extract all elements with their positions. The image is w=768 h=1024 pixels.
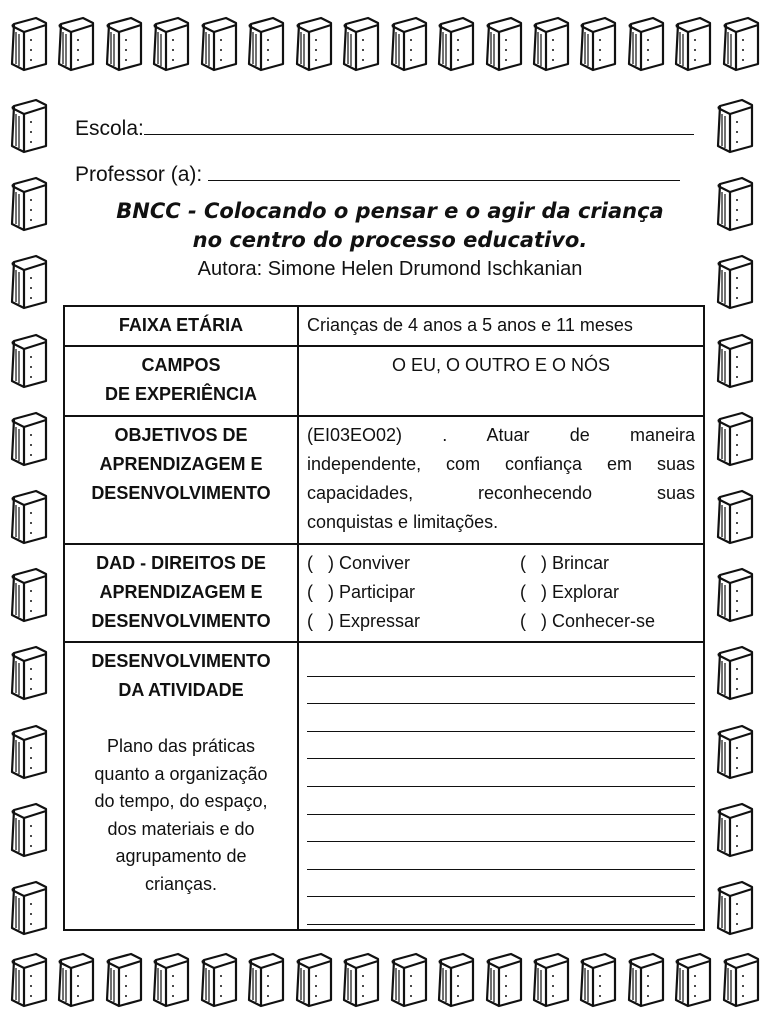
book-icon [338, 950, 382, 1008]
table-row [64, 306, 704, 346]
right-book-border [712, 96, 768, 936]
book-icon [712, 565, 756, 623]
blank-write-line[interactable] [307, 842, 695, 870]
fields-label-line: DE EXPERIÊNCIA [104, 384, 258, 404]
objectives-text-line: independente, com confiança em suas [307, 454, 695, 474]
objectives-label-line: DESENVOLVIMENTO [91, 483, 271, 503]
activity-label-line: DA ATIVIDADE [118, 680, 244, 700]
book-icon [6, 14, 50, 72]
book-icon [6, 331, 50, 389]
book-icon [6, 252, 50, 310]
dad-label-line: APRENDIZAGEM E [99, 582, 263, 602]
plan-line: do tempo, do espaço, [94, 791, 268, 811]
objectives-label-line: APRENDIZAGEM E [99, 454, 263, 474]
activity-writing-cell [298, 642, 704, 930]
top-book-border [0, 14, 768, 78]
school-label: Escola: [75, 117, 144, 140]
fields-value-cell [298, 346, 704, 416]
table-row [64, 346, 704, 416]
book-icon [712, 643, 756, 701]
book-icon [575, 14, 619, 72]
table-row [64, 642, 704, 930]
fields-label-cell [64, 346, 298, 416]
book-icon [243, 14, 287, 72]
book-icon [718, 14, 762, 72]
book-icon [575, 950, 619, 1008]
dad-label-cell [64, 544, 298, 642]
school-field [75, 116, 694, 141]
book-icon [712, 331, 756, 389]
author-line: Autora: Simone Helen Drumond Ischkanian [197, 258, 583, 280]
book-icon [670, 14, 714, 72]
dad-label-line: DAD - DIREITOS DE [96, 553, 266, 573]
objectives-text-line: capacidades, reconhecendo suas [307, 483, 695, 503]
checkbox-conhecer-se[interactable]: ( ) Conhecer-se [520, 611, 656, 631]
blank-write-line[interactable] [307, 649, 695, 677]
book-icon [6, 643, 50, 701]
book-icon [6, 174, 50, 232]
dad-options [307, 549, 695, 636]
plan-line: quanto a organização [94, 763, 268, 784]
book-icon [6, 878, 50, 936]
blank-write-line[interactable] [307, 732, 695, 760]
plan-line: agrupamento de [115, 846, 247, 866]
table-row [64, 416, 704, 544]
book-icon [6, 487, 50, 545]
book-icon [433, 14, 477, 72]
blank-write-line[interactable] [307, 704, 695, 732]
book-icon [101, 14, 145, 72]
book-icon [528, 14, 572, 72]
school-blank-line[interactable] [144, 116, 694, 135]
book-icon [6, 409, 50, 467]
bottom-book-border [0, 950, 768, 1014]
book-icon [148, 14, 192, 72]
book-icon [6, 722, 50, 780]
objectives-label-line: OBJETIVOS DE [114, 425, 248, 445]
fields-label-line: CAMPOS [141, 355, 221, 375]
book-icon [712, 800, 756, 858]
plan-description [73, 733, 289, 898]
book-icon [712, 487, 756, 545]
book-icon [386, 950, 430, 1008]
objectives-value-cell [298, 416, 704, 544]
writing-lines[interactable] [307, 647, 695, 925]
book-icon [101, 950, 145, 1008]
teacher-label: Professor (a): [75, 163, 203, 186]
book-icon [718, 950, 762, 1008]
age-value-cell [298, 306, 704, 346]
plan-line: crianças. [144, 873, 218, 894]
objectives-text-line: (EI03EO02) . Atuar de maneira [307, 425, 695, 445]
book-icon [148, 950, 192, 1008]
book-icon [6, 800, 50, 858]
objectives-text-line: conquistas e limitações. [307, 512, 499, 532]
book-icon [338, 14, 382, 72]
age-label-cell [64, 306, 298, 346]
checkbox-explorar[interactable]: ( ) Explorar [520, 582, 620, 602]
book-icon [481, 14, 525, 72]
book-icon [712, 96, 756, 154]
checkbox-participar[interactable]: ( ) Participar [307, 582, 416, 602]
checkbox-brincar[interactable]: ( ) Brincar [520, 553, 610, 573]
book-icon [670, 950, 714, 1008]
book-icon [196, 950, 240, 1008]
book-icon [53, 950, 97, 1008]
checkbox-conviver[interactable]: ( ) Conviver [307, 553, 411, 573]
title-line-2: no centro do processo educativo. [192, 228, 588, 252]
blank-write-line[interactable] [307, 815, 695, 843]
book-icon [243, 950, 287, 1008]
blank-write-line[interactable] [307, 870, 695, 898]
book-icon [623, 14, 667, 72]
book-icon [528, 950, 572, 1008]
book-icon [712, 722, 756, 780]
age-label: FAIXA ETÁRIA [118, 315, 244, 335]
fields-value: O EU, O OUTRO E O NÓS [391, 355, 611, 375]
book-icon [196, 14, 240, 72]
planning-table [63, 305, 705, 931]
plan-line: Plano das práticas [106, 736, 256, 756]
blank-write-line[interactable] [307, 787, 695, 815]
book-icon [291, 950, 335, 1008]
activity-label-line: DESENVOLVIMENTO [91, 651, 271, 671]
book-icon [6, 565, 50, 623]
teacher-blank-line[interactable] [208, 162, 680, 181]
checkbox-expressar[interactable]: ( ) Expressar [307, 611, 421, 631]
book-icon [291, 14, 335, 72]
dad-options-cell [298, 544, 704, 642]
activity-label-cell [64, 642, 298, 930]
blank-write-line[interactable] [307, 897, 695, 925]
book-icon [433, 950, 477, 1008]
book-icon [481, 950, 525, 1008]
book-icon [53, 14, 97, 72]
book-icon [623, 950, 667, 1008]
age-value: Crianças de 4 anos a 5 anos e 11 meses [307, 315, 633, 335]
table-row [64, 544, 704, 642]
blank-write-line[interactable] [307, 677, 695, 705]
left-book-border [6, 96, 62, 936]
book-icon [712, 409, 756, 467]
blank-write-line[interactable] [307, 759, 695, 787]
book-icon [6, 96, 50, 154]
book-icon [712, 878, 756, 936]
teacher-field [75, 162, 680, 187]
book-icon [6, 950, 50, 1008]
title-line-1: BNCC - Colocando o pensar e o agir da criança [116, 199, 664, 223]
plan-line: dos materiais e do [107, 818, 255, 839]
dad-label-line: DESENVOLVIMENTO [91, 611, 271, 631]
page-title [60, 197, 720, 255]
objectives-label-cell [64, 416, 298, 544]
book-icon [386, 14, 430, 72]
